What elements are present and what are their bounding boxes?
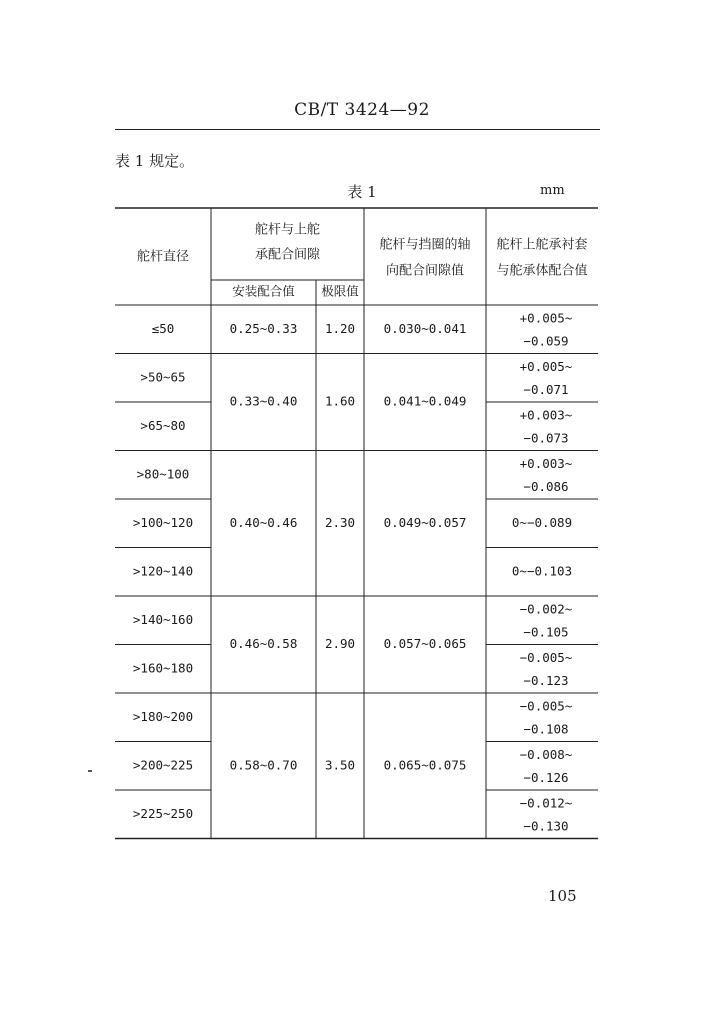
limit-clearance-cell: 2.90 — [324, 636, 356, 651]
bushing-fit-upper: +0.003~ — [519, 407, 573, 423]
header-clearance-line2: 承配合间隙 — [254, 247, 321, 263]
header-limit-value: 极限值 — [321, 283, 359, 299]
diameter-cell: >50~65 — [140, 369, 186, 385]
diameter-cell: ≤50 — [151, 320, 175, 336]
diameter-cell: >140~160 — [132, 611, 194, 627]
bushing-fit-lower: −0.086 — [523, 479, 569, 494]
table-unit: mm — [540, 183, 565, 198]
bushing-fit-upper: −0.005~ — [519, 698, 573, 714]
scan-speck — [88, 770, 92, 772]
bushing-fit-upper: +0.003~ — [519, 456, 573, 471]
bushing-fit-lower: −0.105 — [523, 624, 569, 640]
diameter-cell: >225~250 — [132, 805, 194, 821]
bushing-fit-lower: −0.071 — [523, 382, 569, 397]
limit-clearance-cell: 1.60 — [324, 393, 356, 409]
axial-clearance-cell: 0.049~0.057 — [383, 514, 467, 530]
header-axial-line1: 舵杆与挡圈的轴 — [379, 237, 471, 253]
header-diameter: 舵杆直径 — [136, 249, 190, 265]
diameter-cell: >200~225 — [132, 757, 194, 773]
bushing-fit-cell: 0~−0.089 — [511, 514, 573, 530]
bushing-fit-lower: −0.126 — [523, 770, 569, 785]
bushing-fit-lower: −0.073 — [523, 430, 569, 446]
diameter-cell: >80~100 — [136, 466, 190, 482]
axial-clearance-cell: 0.041~0.049 — [383, 393, 467, 409]
axial-clearance-cell: 0.057~0.065 — [383, 636, 467, 651]
header-install-value: 安装配合值 — [232, 283, 295, 299]
limit-clearance-cell: 1.20 — [324, 320, 356, 336]
install-clearance-cell: 0.46~0.58 — [229, 636, 298, 651]
axial-clearance-cell: 0.030~0.041 — [383, 320, 467, 336]
page-number: 105 — [548, 887, 577, 905]
bushing-fit-lower: −0.059 — [523, 333, 569, 349]
standard-code: CB/T 3424—92 — [294, 100, 430, 120]
header-bushing-line2: 与舵承体配合值 — [496, 263, 588, 279]
bushing-fit-lower: −0.123 — [523, 673, 569, 688]
bushing-fit-lower: −0.130 — [523, 818, 569, 834]
bushing-fit-upper: +0.005~ — [519, 359, 573, 374]
bushing-fit-cell: 0~−0.103 — [511, 563, 573, 579]
bushing-fit-upper: −0.008~ — [519, 747, 573, 762]
install-clearance-cell: 0.33~0.40 — [229, 393, 298, 409]
diameter-cell: >120~140 — [132, 563, 194, 579]
diameter-cell: >160~180 — [132, 660, 194, 676]
table-caption: 表 1 — [347, 183, 377, 201]
header-clearance-line1: 舵杆与上舵 — [254, 222, 321, 238]
axial-clearance-cell: 0.065~0.075 — [383, 757, 467, 773]
limit-clearance-cell: 3.50 — [324, 757, 356, 773]
install-clearance-cell: 0.40~0.46 — [229, 514, 298, 530]
install-clearance-cell: 0.25~0.33 — [229, 320, 298, 336]
intro-text: 表 1 规定。 — [115, 152, 195, 170]
bushing-fit-upper: −0.005~ — [519, 650, 573, 665]
bushing-fit-upper: −0.012~ — [519, 795, 573, 811]
install-clearance-cell: 0.58~0.70 — [229, 757, 298, 773]
header-bushing-line1: 舵杆上舵承衬套 — [496, 237, 588, 253]
diameter-cell: >180~200 — [132, 708, 194, 724]
header-axial-line2: 向配合间隙值 — [385, 263, 465, 279]
limit-clearance-cell: 2.30 — [324, 514, 356, 530]
bushing-fit-upper: −0.002~ — [519, 601, 573, 617]
diameter-cell: >65~80 — [140, 417, 186, 433]
bushing-fit-lower: −0.108 — [523, 721, 569, 737]
bushing-fit-upper: +0.005~ — [519, 310, 573, 326]
diameter-cell: >100~120 — [132, 514, 194, 530]
